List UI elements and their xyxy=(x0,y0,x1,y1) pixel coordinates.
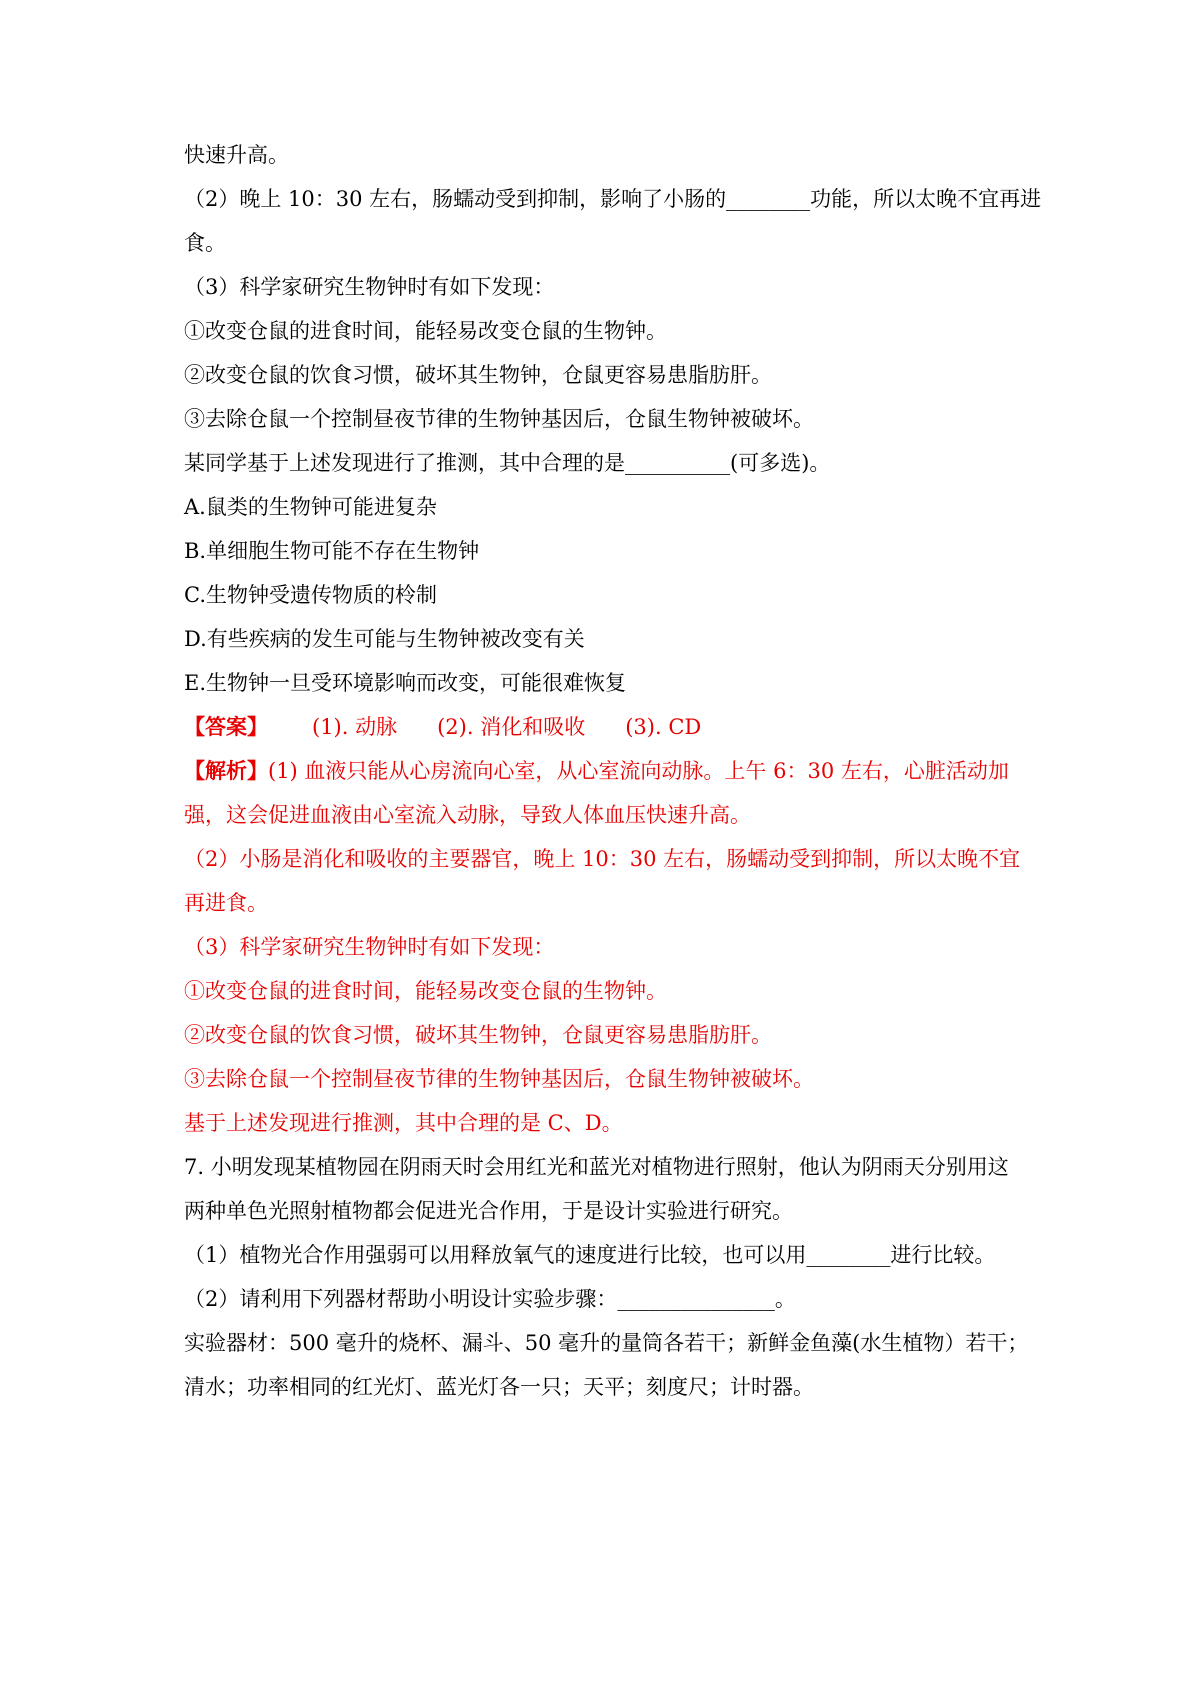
analysis-text-1: (1) 血液只能从心房流向心室，从心室流向动脉。上午 6：30 左右，心脏活动加 xyxy=(268,759,1009,783)
analysis-line-4: 再进食。 xyxy=(184,891,268,915)
answer-label: 【答案】 xyxy=(184,714,268,739)
analysis-line-6: ①改变仓鼠的进食时间，能轻易改变仓鼠的生物钟。 xyxy=(184,979,667,1003)
option-b: B.单细胞生物可能不存在生物钟 xyxy=(184,539,480,563)
answer-item-1: (1). 动脉 xyxy=(312,715,398,739)
answer-item-2: (2). 消化和吸收 xyxy=(437,715,586,739)
answer-item-3: (3). CD xyxy=(625,715,702,739)
q7-materials-1: 实验器材：500 毫升的烧杯、漏斗、50 毫升的量筒各若干；新鲜金鱼藻(水生植物）若干； xyxy=(184,1331,1029,1355)
analysis-line-2: 强，这会促进血液由心室流入动脉，导致人体血压快速升高。 xyxy=(184,803,751,827)
q7-sub-1: （1）植物光合作用强弱可以用释放氧气的速度进行比较，也可以用________进行比较。 xyxy=(184,1243,996,1267)
analysis-line-1 xyxy=(184,756,1034,786)
q1-continuation: 快速升高。 xyxy=(184,143,289,167)
q3-intro: （3）科学家研究生物钟时有如下发现： xyxy=(184,275,555,299)
q7-sub-2: （2）请利用下列器材帮助小明设计实验步骤：_______________。 xyxy=(184,1287,796,1311)
finding-3: ③去除仓鼠一个控制昼夜节律的生物钟基因后，仓鼠生物钟被破坏。 xyxy=(184,407,814,431)
analysis-line-7: ②改变仓鼠的饮食习惯，破坏其生物钟，仓鼠更容易患脂肪肝。 xyxy=(184,1023,772,1047)
finding-1: ①改变仓鼠的进食时间，能轻易改变仓鼠的生物钟。 xyxy=(184,319,667,343)
analysis-label: 【解析】 xyxy=(184,758,268,783)
q2-line-2: 食。 xyxy=(184,231,226,255)
q7-materials-2: 清水；功率相同的红光灯、蓝光灯各一只；天平；刻度尺；计时器。 xyxy=(184,1375,814,1399)
option-d: D.有些疾病的发生可能与生物钟被改变有关 xyxy=(184,627,585,651)
option-e: E.生物钟一旦受环境影响而改变，可能很难恢复 xyxy=(184,671,627,695)
analysis-line-5: （3）科学家研究生物钟时有如下发现： xyxy=(184,935,555,959)
analysis-line-8: ③去除仓鼠一个控制昼夜节律的生物钟基因后，仓鼠生物钟被破坏。 xyxy=(184,1067,814,1091)
analysis-line-9: 基于上述发现进行推测，其中合理的是 C、D。 xyxy=(184,1111,623,1135)
finding-2: ②改变仓鼠的饮食习惯，破坏其生物钟，仓鼠更容易患脂肪肝。 xyxy=(184,363,772,387)
answer-line xyxy=(184,712,1034,742)
q7-line-1: 7. 小明发现某植物园在阴雨天时会用红光和蓝光对植物进行照射，他认为阴雨天分别用这 xyxy=(184,1155,1009,1179)
option-c: C.生物钟受遗传物质的柃制 xyxy=(184,583,437,607)
analysis-line-3: （2）小肠是消化和吸收的主要器官，晚上 10：30 左右，肠蠕动受到抑制，所以太晚不宜 xyxy=(184,847,1021,871)
q2-line-1: （2）晚上 10：30 左右，肠蠕动受到抑制，影响了小肠的________功能，所以太晚不宜再进 xyxy=(184,187,1042,211)
q7-line-2: 两种单色光照射植物都会促进光合作用，于是设计实验进行研究。 xyxy=(184,1199,793,1223)
inference-question: 某同学基于上述发现进行了推测，其中合理的是__________(可多选)。 xyxy=(184,451,831,475)
option-a: A.鼠类的生物钟可能进复杂 xyxy=(184,495,437,519)
